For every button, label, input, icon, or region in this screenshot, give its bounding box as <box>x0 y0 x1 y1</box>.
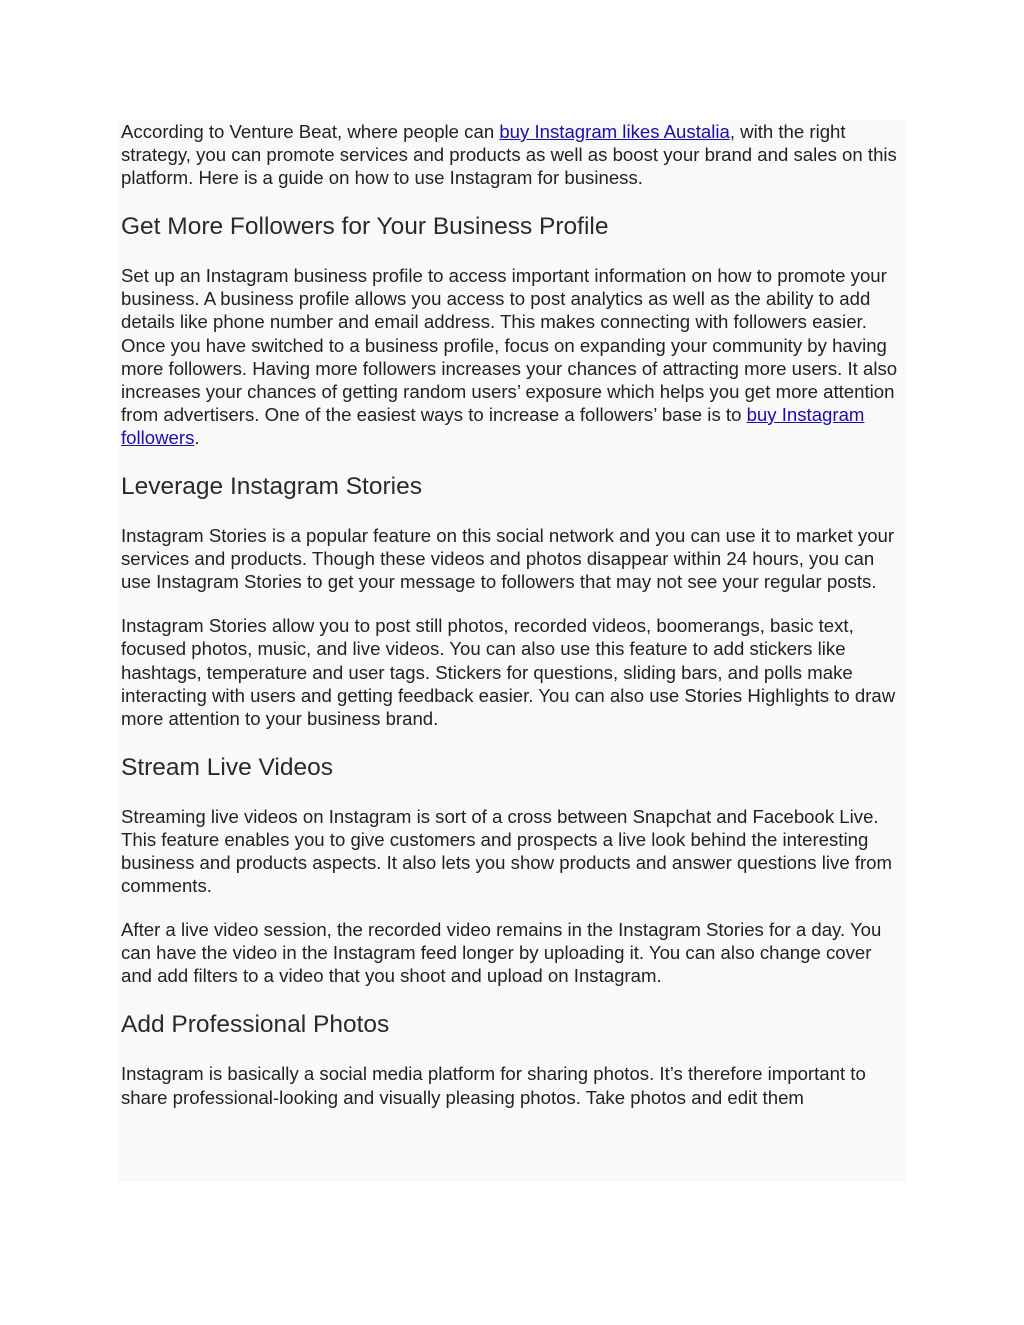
followers-text-end: . <box>194 426 200 448</box>
section-heading-live-videos: Stream Live Videos <box>121 753 333 781</box>
section-heading-followers: Get More Followers for Your Business Profile <box>121 213 609 241</box>
followers-text-start: Set up an Instagram business profile to access important information on how to promote your business. A business profile allows you access to post analytics as well as the ability to add details like phone number and email address. This makes connecting with followers easier. Once you have switched to a business profile, focus on expanding your community by having more followers. Having more followers increases your chances of attracting more users. It also increases your chances of getting random users’ exposure which helps you get more attention from advertisers. One of the easiest ways to increase a followers’ base is to <box>121 265 898 425</box>
buy-instagram-followers-link[interactable]: buy Instagram followers <box>121 403 865 448</box>
live-videos-paragraph-2: After a live video session, the recorded video remains in the Instagram Stories for a day. You can have the video in the Instagram feed longer by uploading it. You can also change cover and add filters to a video that you shoot and upload on Instagram. <box>121 919 882 987</box>
stories-paragraph-2: Instagram Stories allow you to post still photos, recorded videos, boomerangs, basic text, focused photos, music, and live videos. You can also use this feature to add stickers like hashtags, temperature and user tags. Stickers for questions, sliding bars, and polls make interacting with users and getting feedback easier. You can also use Stories Highlights to draw more attention to your business brand. <box>121 615 896 729</box>
intro-text-end: , with the right strategy, you can promote services and products as well as boost your brand and sales on this platform. Here is a guide on how to use Instagram for business. <box>121 121 897 189</box>
intro-paragraph <box>121 120 906 189</box>
buy-instagram-likes-link[interactable]: buy Instagram likes Austalia <box>499 121 730 142</box>
live-videos-paragraph-1: Streaming live videos on Instagram is sort of a cross between Snapchat and Facebook Live. This feature enables you to give customers and prospects a live look behind the interesting business and products aspects. It also lets you show products and answer questions live from comments. <box>121 805 893 897</box>
photos-paragraph-1: Instagram is basically a social media platform for sharing photos. It’s therefore important to share professional-looking and visually pleasing photos. Take photos and edit them <box>121 1063 866 1108</box>
stories-paragraph-1: Instagram Stories is a popular feature on this social network and you can use it to market your services and products. Though these videos and photos disappear within 24 hours, you can use Instagram Stories to get your message to followers that may not see your regular posts. <box>121 525 895 593</box>
section-heading-stories: Leverage Instagram Stories <box>121 473 422 501</box>
intro-text-start: According to Venture Beat, where people can <box>121 121 500 142</box>
followers-paragraph <box>121 264 906 449</box>
article-content <box>118 120 906 1182</box>
section-heading-photos: Add Professional Photos <box>121 1011 390 1039</box>
